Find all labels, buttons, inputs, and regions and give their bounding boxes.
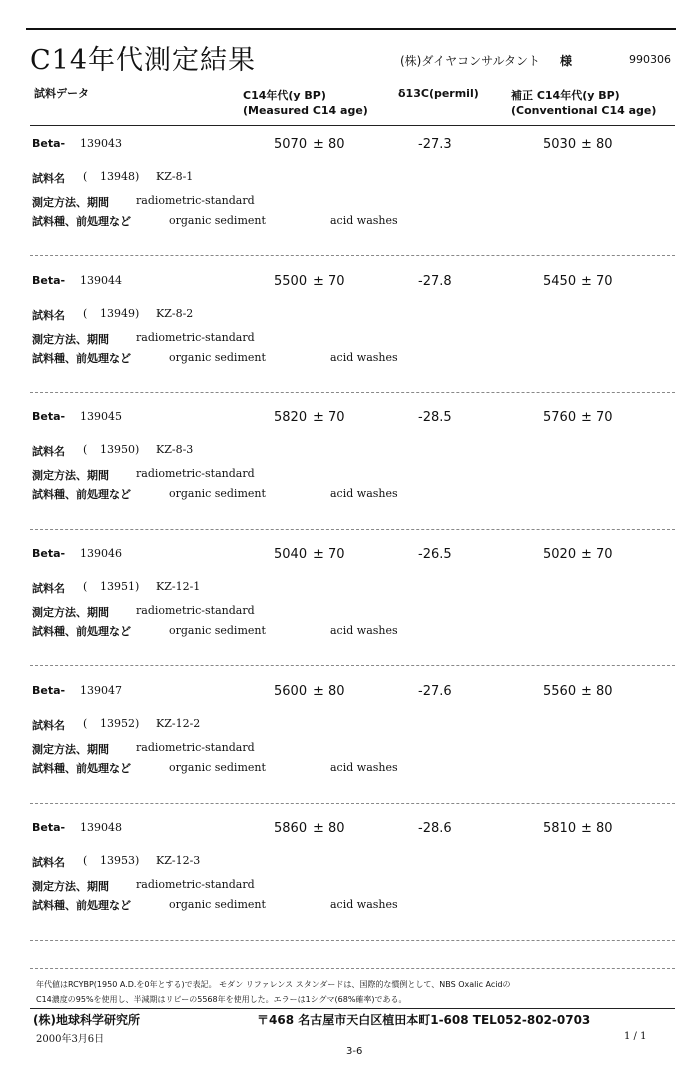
material-value: organic sediment xyxy=(169,761,266,774)
lab-address: 〒468 名古屋市天白区植田本町1-608 TEL052-802-0703 xyxy=(257,1013,591,1027)
conventional-age: 5810 xyxy=(543,821,577,836)
report-code: 990306 xyxy=(629,53,671,66)
conventional-error: ± 80 xyxy=(581,684,613,699)
col-header-delta: δ13C(permil) xyxy=(398,87,479,100)
page-number: 1 / 1 xyxy=(624,1031,647,1042)
material-value: organic sediment xyxy=(169,214,266,227)
method-label: 測定方法、期間 xyxy=(32,196,109,209)
method-label: 測定方法、期間 xyxy=(32,606,109,619)
measured-error: ± 70 xyxy=(313,274,345,289)
conventional-age: 5020 xyxy=(543,547,577,562)
beta-id: 139047 xyxy=(80,684,122,697)
col-header-conventional-sub: (Conventional C14 age) xyxy=(511,104,657,117)
sample-number: 13952) xyxy=(100,717,140,730)
sample-code: KZ-12-3 xyxy=(156,854,201,867)
sample-name-label: 試料名 xyxy=(32,719,65,732)
material-value: organic sediment xyxy=(169,624,266,637)
sample-number: 13948) xyxy=(100,170,140,183)
conventional-age: 5560 xyxy=(543,684,577,699)
material-value: organic sediment xyxy=(169,351,266,364)
sample-code: KZ-8-1 xyxy=(156,170,194,183)
pretreatment-value: acid washes xyxy=(330,761,398,774)
sample-number: 13951) xyxy=(100,580,140,593)
sample-name-paren: ( xyxy=(83,854,88,867)
top-rule xyxy=(26,28,676,30)
report-date: 2000年3月6日 xyxy=(36,1034,105,1045)
measured-error: ± 80 xyxy=(313,137,345,152)
beta-prefix: Beta- xyxy=(32,821,66,834)
pretreatment-value: acid washes xyxy=(330,214,398,227)
sample-code: KZ-12-2 xyxy=(156,717,201,730)
method-label: 測定方法、期間 xyxy=(32,880,109,893)
conventional-error: ± 70 xyxy=(581,410,613,425)
measured-error: ± 80 xyxy=(313,684,345,699)
delta-c13: -27.3 xyxy=(418,137,452,152)
material-value: organic sediment xyxy=(169,898,266,911)
beta-prefix: Beta- xyxy=(32,410,66,423)
sample-name-label: 試料名 xyxy=(32,445,65,458)
lab-name: (株)地球科学研究所 xyxy=(33,1013,140,1027)
footer-solid-rule xyxy=(30,1008,675,1009)
material-label: 試料種、前処理など xyxy=(32,762,131,775)
measured-age: 5070 xyxy=(274,137,308,152)
header-rule xyxy=(30,125,675,126)
sample-code: KZ-8-3 xyxy=(156,443,194,456)
sample-name-paren: ( xyxy=(83,717,88,730)
material-label: 試料種、前処理など xyxy=(32,899,131,912)
sample-name-paren: ( xyxy=(83,443,88,456)
page-title: C14年代測定結果 xyxy=(30,45,257,76)
sample-number: 13950) xyxy=(100,443,140,456)
beta-id: 139043 xyxy=(80,137,122,150)
pretreatment-value: acid washes xyxy=(330,351,398,364)
col-header-measured: C14年代(y BP) xyxy=(243,89,326,102)
beta-id: 139046 xyxy=(80,547,122,560)
delta-c13: -26.5 xyxy=(418,547,452,562)
client-company: (株)ダイヤコンサルタント xyxy=(400,54,541,68)
material-label: 試料種、前処理など xyxy=(32,215,131,228)
beta-id: 139045 xyxy=(80,410,122,423)
pretreatment-value: acid washes xyxy=(330,624,398,637)
conventional-error: ± 70 xyxy=(581,547,613,562)
material-value: organic sediment xyxy=(169,487,266,500)
col-header-measured-sub: (Measured C14 age) xyxy=(243,104,368,117)
sample-name-label: 試料名 xyxy=(32,856,65,869)
material-label: 試料種、前処理など xyxy=(32,488,131,501)
pretreatment-value: acid washes xyxy=(330,898,398,911)
delta-c13: -28.6 xyxy=(418,821,452,836)
beta-prefix: Beta- xyxy=(32,684,66,697)
sample-name-paren: ( xyxy=(83,307,88,320)
method-value: radiometric-standard xyxy=(136,878,255,891)
material-label: 試料種、前処理など xyxy=(32,352,131,365)
method-value: radiometric-standard xyxy=(136,604,255,617)
sample-divider xyxy=(30,255,675,256)
method-label: 測定方法、期間 xyxy=(32,333,109,346)
conventional-error: ± 80 xyxy=(581,821,613,836)
sample-name-paren: ( xyxy=(83,170,88,183)
footer-rule xyxy=(30,968,675,969)
material-label: 試料種、前処理など xyxy=(32,625,131,638)
conventional-age: 5450 xyxy=(543,274,577,289)
method-value: radiometric-standard xyxy=(136,331,255,344)
measured-error: ± 70 xyxy=(313,547,345,562)
sample-name-label: 試料名 xyxy=(32,309,65,322)
sample-divider xyxy=(30,392,675,393)
method-label: 測定方法、期間 xyxy=(32,469,109,482)
sample-name-paren: ( xyxy=(83,580,88,593)
method-value: radiometric-standard xyxy=(136,741,255,754)
sample-number: 13949) xyxy=(100,307,140,320)
sample-divider xyxy=(30,529,675,530)
delta-c13: -27.6 xyxy=(418,684,452,699)
measured-age: 5600 xyxy=(274,684,308,699)
beta-prefix: Beta- xyxy=(32,274,66,287)
footnote-line-1: 年代値はRCYBP(1950 A.D.を0年とする)で表記。 モダン リファレンス スタンダードは、国際的な慣例として、NBS Oxalic Acidの xyxy=(36,980,511,989)
col-header-conventional: 補正 C14年代(y BP) xyxy=(511,89,620,102)
sample-name-label: 試料名 xyxy=(32,172,65,185)
conventional-error: ± 80 xyxy=(581,137,613,152)
measured-age: 5820 xyxy=(274,410,308,425)
footnote-line-2: C14濃度の95%を使用し、半減期はリビーの5568年を使用した。エラーは1シグマ(68%確率)である。 xyxy=(36,995,407,1004)
col-header-sample: 試料データ xyxy=(34,87,89,100)
measured-error: ± 80 xyxy=(313,821,345,836)
delta-c13: -28.5 xyxy=(418,410,452,425)
sample-divider xyxy=(30,940,675,941)
beta-prefix: Beta- xyxy=(32,547,66,560)
sample-divider xyxy=(30,803,675,804)
method-label: 測定方法、期間 xyxy=(32,743,109,756)
page-code: 3-6 xyxy=(346,1046,363,1057)
sample-divider xyxy=(30,665,675,666)
sample-number: 13953) xyxy=(100,854,140,867)
sample-code: KZ-8-2 xyxy=(156,307,194,320)
method-value: radiometric-standard xyxy=(136,467,255,480)
honorific: 様 xyxy=(560,54,573,68)
sample-name-label: 試料名 xyxy=(32,582,65,595)
measured-error: ± 70 xyxy=(313,410,345,425)
conventional-age: 5760 xyxy=(543,410,577,425)
beta-id: 139044 xyxy=(80,274,122,287)
measured-age: 5040 xyxy=(274,547,308,562)
beta-id: 139048 xyxy=(80,821,122,834)
sample-code: KZ-12-1 xyxy=(156,580,201,593)
method-value: radiometric-standard xyxy=(136,194,255,207)
delta-c13: -27.8 xyxy=(418,274,452,289)
beta-prefix: Beta- xyxy=(32,137,66,150)
measured-age: 5860 xyxy=(274,821,308,836)
pretreatment-value: acid washes xyxy=(330,487,398,500)
conventional-age: 5030 xyxy=(543,137,577,152)
conventional-error: ± 70 xyxy=(581,274,613,289)
measured-age: 5500 xyxy=(274,274,308,289)
